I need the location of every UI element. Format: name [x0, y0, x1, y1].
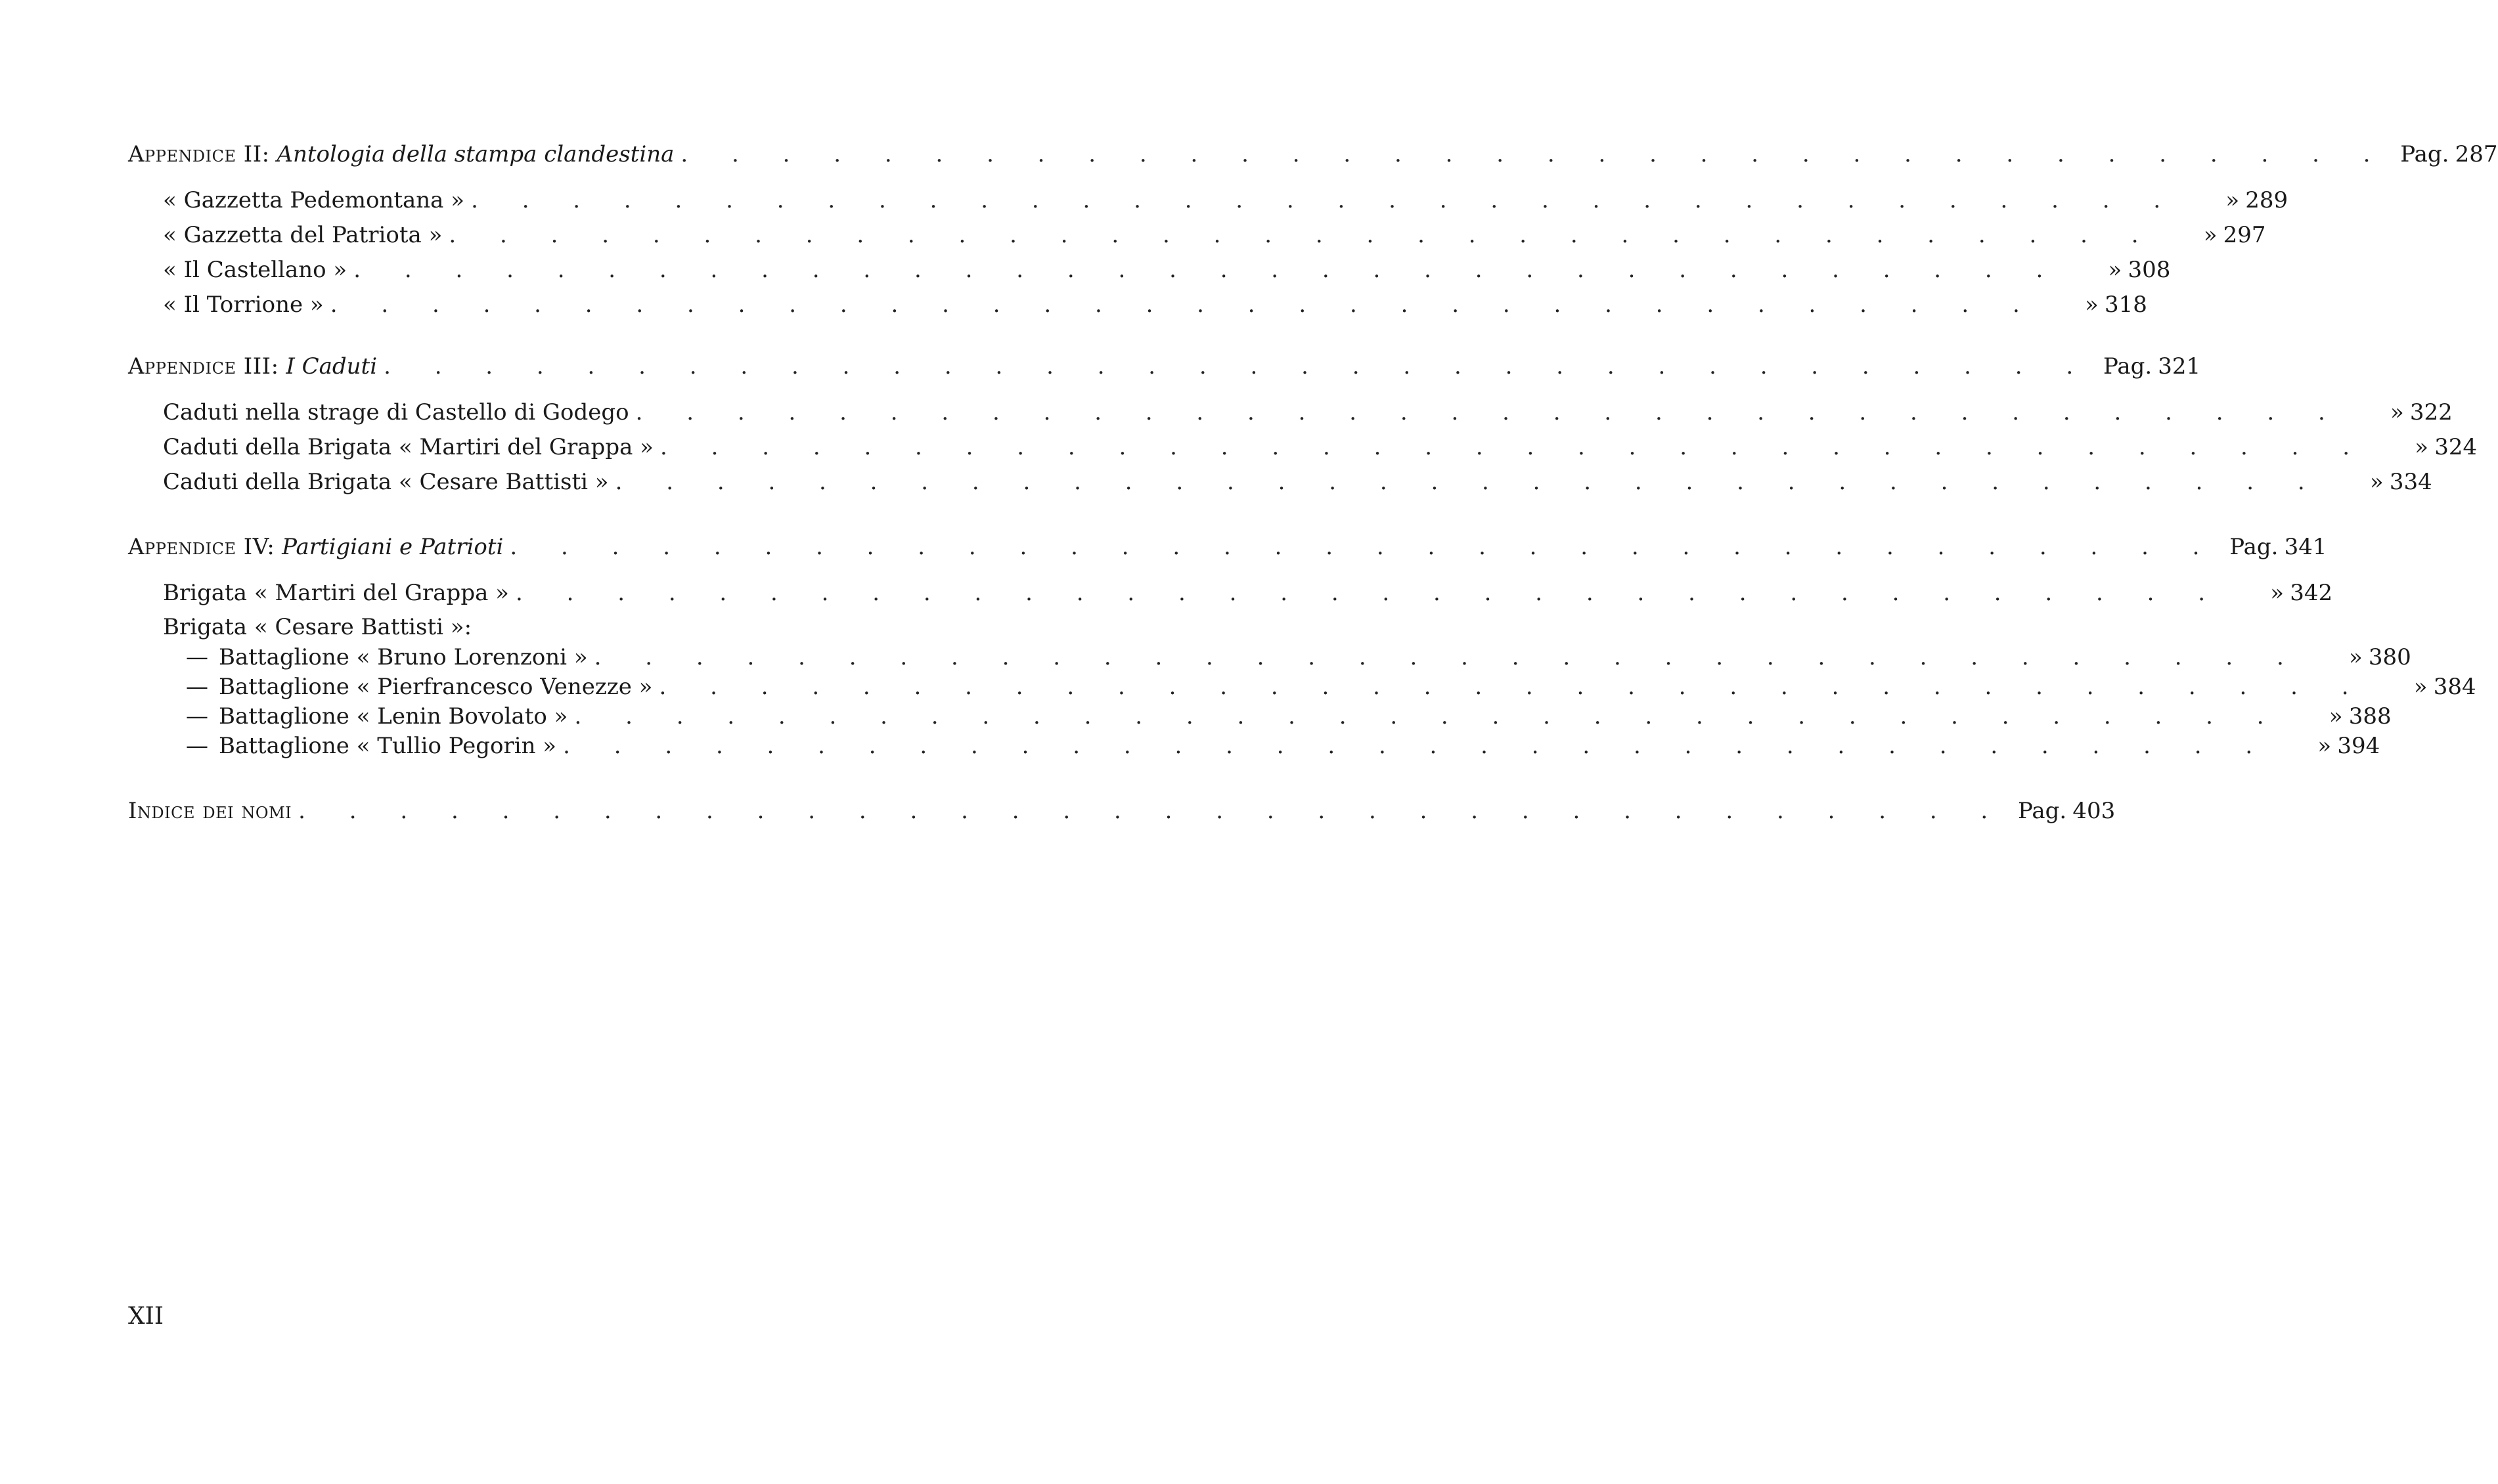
page-number: 384 — [2433, 674, 2476, 700]
toc-entry — [163, 220, 2266, 250]
ditto-marker: » — [2348, 644, 2363, 670]
page-number: 394 — [2337, 733, 2380, 759]
entry-label: Battaglione « Tullio Pegorin » — [219, 733, 557, 759]
toc-subentry — [186, 701, 2392, 731]
ditto-marker: » — [2108, 257, 2122, 283]
page-number: 342 — [2290, 580, 2333, 606]
entry-label: Caduti nella strage di Castello di Godego — [163, 399, 629, 426]
ditto-marker: » — [2225, 187, 2240, 213]
heading-prefix: Appendice III: — [128, 353, 279, 380]
dot-leader: . . . . . . . . . . . . . . . . . . . . . . . . . . . . . . . . . . — [471, 187, 2179, 213]
page-number: 322 — [2409, 399, 2453, 426]
ditto-marker: » — [2369, 469, 2384, 495]
entry-label: Caduti della Brigata « Cesare Battisti » — [163, 469, 609, 495]
toc-heading-appendice-iv — [128, 532, 2327, 562]
page-number: 287 — [2455, 141, 2498, 167]
entry-label: Battaglione « Pierfrancesco Venezze » — [219, 674, 653, 700]
dot-leader: . . . . . . . . . . . . . . . . . . . . . . . . . . . . . . . . . . — [659, 674, 2367, 700]
heading-prefix: Indice dei nomi — [128, 798, 292, 824]
toc-heading-appendice-iii — [128, 351, 2201, 382]
page-number: 341 — [2284, 534, 2327, 560]
dot-leader: . . . . . . . . . . . . . . . . . . . . . . . . . . . . . . . . . . — [680, 141, 2389, 167]
toc-heading-appendice-ii — [128, 139, 2498, 169]
dot-leader: . . . . . . . . . . . . . . . . . . . . . . . . . . . . . . . . . . — [594, 644, 2302, 670]
page-number: 318 — [2104, 292, 2147, 318]
dot-leader: . . . . . . . . . . . . . . . . . . . . . . . . . . . . . . . . . . — [635, 399, 2344, 426]
page-number: 297 — [2223, 222, 2266, 248]
entry-label: « Il Torrione » — [163, 292, 324, 318]
ditto-marker: » — [2413, 674, 2428, 700]
ditto-marker: » — [2415, 434, 2429, 460]
page-number: 321 — [2158, 353, 2201, 380]
heading-title: Antologia della stampa clandestina — [277, 141, 675, 167]
entry-label: « Gazzetta Pedemontana » — [163, 187, 465, 213]
page-number: 380 — [2368, 644, 2411, 670]
ditto-marker: » — [2390, 399, 2404, 426]
ditto-marker: » — [2085, 292, 2099, 318]
toc-heading-indice — [128, 796, 2116, 826]
ditto-marker: » — [2329, 703, 2343, 730]
heading-prefix: Appendice II: — [128, 141, 270, 167]
entry-label: Battaglione « Lenin Bovolato » — [219, 703, 568, 730]
dot-leader: . . . . . . . . . . . . . . . . . . . . . . . . . . . . . . . . . . — [384, 353, 2092, 380]
page-number: 334 — [2389, 469, 2432, 495]
entry-label: « Il Castellano » — [163, 257, 347, 283]
em-dash: — — [186, 644, 208, 670]
dot-leader: . . . . . . . . . . . . . . . . . . . . . . . . . . . . . . . . . . — [615, 469, 2323, 495]
entry-label: Battaglione « Bruno Lorenzoni » — [219, 644, 588, 670]
heading-prefix: Appendice IV: — [128, 534, 275, 560]
page-number: 289 — [2245, 187, 2288, 213]
ditto-marker: » — [2270, 580, 2285, 606]
entry-label: Brigata « Martiri del Grappa » — [163, 580, 509, 606]
ditto-marker: » — [2317, 733, 2332, 759]
dot-leader: . . . . . . . . . . . . . . . . . . . . . . . . . . . . . . . . . . — [353, 257, 2062, 283]
entry-label: Caduti della Brigata « Martiri del Grappa » — [163, 434, 654, 460]
page-number: 324 — [2434, 434, 2478, 460]
entry-label: Brigata « Cesare Battisti »: — [163, 614, 472, 640]
dot-leader: . . . . . . . . . . . . . . . . . . . . . . . . . . . . . . . . . . — [659, 434, 2369, 460]
page-number: 388 — [2348, 703, 2392, 730]
em-dash: — — [186, 703, 208, 730]
toc-entry — [163, 255, 2171, 285]
toc-entry — [163, 467, 2432, 497]
toc-entry — [163, 397, 2453, 427]
dot-leader: . . . . . . . . . . . . . . . . . . . . . . . . . . . . . . . . . . — [330, 292, 2038, 318]
dot-leader: . . . . . . . . . . . . . . . . . . . . . . . . . . . . . . . . . . — [574, 703, 2283, 730]
em-dash: — — [186, 674, 208, 700]
page-number: 403 — [2072, 798, 2116, 824]
page-number: 308 — [2128, 257, 2171, 283]
toc-subentry — [186, 731, 2380, 761]
page-marker: Pag. — [2400, 141, 2449, 167]
page-marker: Pag. — [2103, 353, 2152, 380]
toc-subentry — [186, 642, 2411, 672]
entry-label: « Gazzetta del Patriota » — [163, 222, 443, 248]
toc-subentry — [186, 672, 2476, 702]
heading-title: I Caduti — [286, 353, 378, 380]
toc-entry — [163, 578, 2333, 608]
dot-leader: . . . . . . . . . . . . . . . . . . . . . . . . . . . . . . . . . . — [510, 534, 2218, 560]
folio-page-number: XII — [128, 1303, 164, 1330]
toc-entry — [163, 290, 2147, 320]
toc-entry — [163, 432, 2478, 462]
ditto-marker: » — [2203, 222, 2218, 248]
dot-leader: . . . . . . . . . . . . . . . . . . . . . . . . . . . . . . . . . . — [449, 222, 2157, 248]
heading-title: Partigiani e Patrioti — [282, 534, 504, 560]
page-marker: Pag. — [2229, 534, 2279, 560]
dot-leader: . . . . . . . . . . . . . . . . . . . . . . . . . . . . . . . . . . — [298, 798, 2007, 824]
dot-leader: . . . . . . . . . . . . . . . . . . . . . . . . . . . . . . . . . . — [563, 733, 2271, 759]
em-dash: — — [186, 733, 208, 759]
dot-leader: . . . . . . . . . . . . . . . . . . . . . . . . . . . . . . . . . . — [515, 580, 2224, 606]
toc-entry — [163, 185, 2288, 215]
page-marker: Pag. — [2018, 798, 2067, 824]
toc-entry — [163, 612, 959, 642]
